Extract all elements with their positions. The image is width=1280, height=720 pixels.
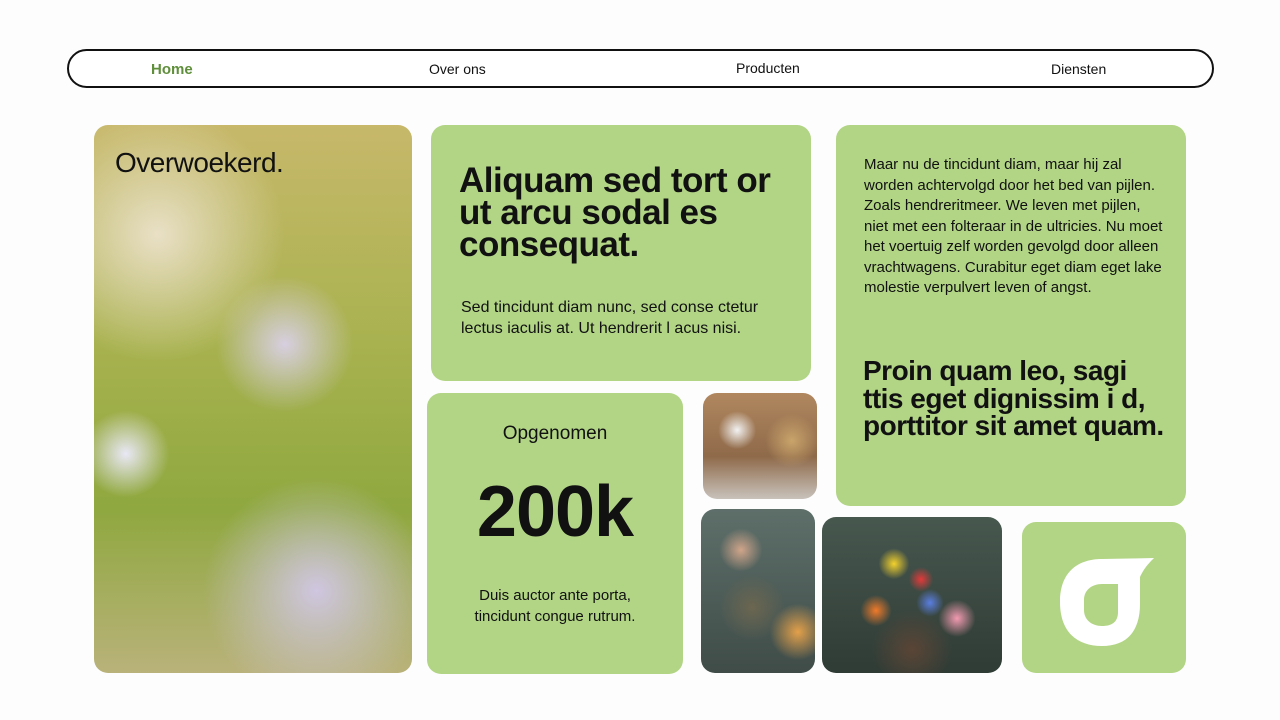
- hero-flower-photo: [94, 125, 412, 673]
- logo-card: [1022, 522, 1186, 673]
- nav-home[interactable]: Home: [151, 61, 193, 78]
- bouquet-photo: [822, 517, 1002, 673]
- intro-text: Sed tincidunt diam nunc, sed conse ctetur lectus iaculis at. Ut hendrerit l acus nisi.: [461, 299, 759, 337]
- nav-producten[interactable]: Producten: [736, 60, 800, 76]
- stat-label: Opgenomen: [502, 423, 608, 444]
- brand-logo-icon: [1022, 522, 1186, 673]
- stat-text: Duis auctor ante porta, tincidunt congue rutrum.: [474, 587, 636, 625]
- florist-photo-1: [703, 393, 817, 499]
- info-text: Maar nu de tincidunt diam, maar hij zal worden achtervolgd door het bed van pijlen. Zoals hendreritmeer. We leven met pijlen, niet met een folteraar in de ultricies. Nu moet het voertuig zelf worden gevolgd door alleen vrachtwagens. Curabitur eget diam eget lake molestie verpulvert leven of angst.: [864, 156, 1163, 296]
- nav-diensten[interactable]: Diensten: [1051, 61, 1107, 77]
- stat-value: 200k: [476, 472, 634, 552]
- intro-title: Aliquam sed tort or ut arcu sodal es consequat.: [459, 161, 771, 264]
- hero-caption: Overwoekerd.: [115, 147, 284, 178]
- florist-photo-2: [701, 509, 815, 673]
- info-card: [836, 125, 1186, 506]
- info-title: Proin quam leo, sagi ttis eget dignissim i d, porttitor sit amet quam.: [863, 355, 1164, 441]
- main-nav: [67, 49, 1214, 88]
- intro-card: [431, 125, 811, 381]
- stat-card: [427, 393, 683, 674]
- nav-over-ons[interactable]: Over ons: [429, 61, 486, 77]
